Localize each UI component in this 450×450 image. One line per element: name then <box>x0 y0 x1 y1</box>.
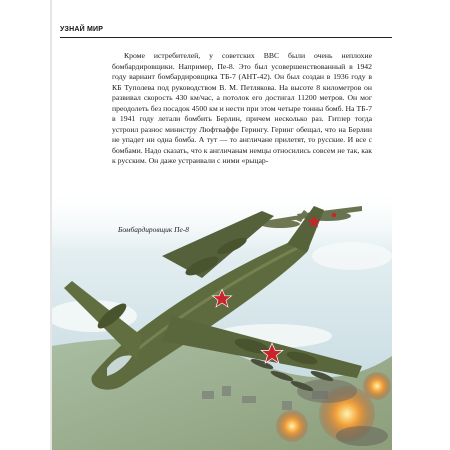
header-rule <box>60 37 392 38</box>
body-paragraph: Кроме истребителей, у советских ВВС были очень неплохие бомбардировщики. Например, Пе-8. Это был усовершенствованный в 1942 году вариант бомбардировщика ТБ-7 (АНТ-42). Он был создан в 1936 году в КБ Туполева под руководством В. М. Петлякова. На высоте 8 километров он развивал скорость 430 км/час, а потолок его достигал 11200 метров. Он мог преодолеть без посадок 4500 км и нести при этом четыре тонны бомб. На ТБ-7 в 1941 году летали бомбить Берлин, причем несколько раз. Гитлер тогда устроил разнос министру Люфтваффе Герингу. Геринг обещал, что на Берлин не упадет ни одна бомба. А тут — то англичане прилетят, то русские. И все с бомбами. Надо сказать, что к англичанам немцы относились совсем не так, как к русским. Он даже устраивали с ними «рыцар- <box>112 51 372 165</box>
body-text <box>112 51 372 167</box>
page-header <box>60 27 392 36</box>
illustration-caption: Бомбардировщик Пе-8 <box>118 225 189 234</box>
bomber-illustration <box>52 186 392 450</box>
section-title: УЗНАЙ МИР <box>60 26 104 33</box>
